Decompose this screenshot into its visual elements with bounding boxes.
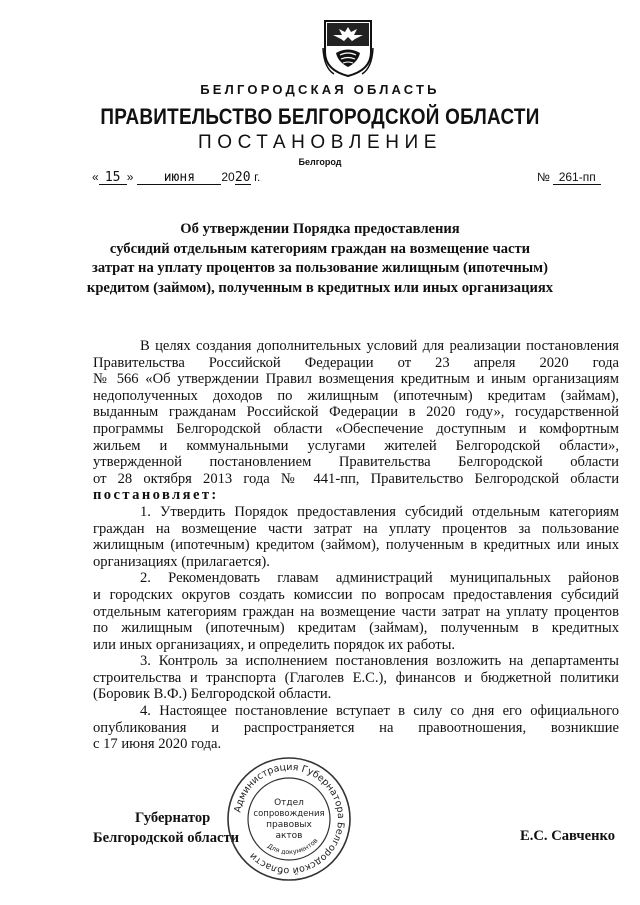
body-line: или иных организациях, и определить порядок их работы. xyxy=(93,636,456,653)
title-line: кредитом (займом), полученным в кредитных или иных организациях xyxy=(86,279,554,296)
body-line: 3. Контроль за исполнением постановления возложить на департаменты xyxy=(140,653,619,670)
stamp-inner-ring xyxy=(248,778,330,860)
body-line: по жилищным (ипотечным) кредитам (займам), полученным в кредитных xyxy=(93,620,619,637)
title-line: затрат на уплату процентов за пользование жилищным (ипотечным) xyxy=(92,260,548,276)
body-line: (Боровик В.Ф.) Белгородской области. xyxy=(93,686,332,703)
government-heading: ПРАВИТЕЛЬСТВО БЕЛГОРОДСКОЙ ОБЛАСТИ xyxy=(100,104,540,129)
signatory-name: Е.С. Савченко xyxy=(520,828,616,844)
stamp-bottom-text: Для документов xyxy=(265,836,320,857)
stamp-center-line: Отдел xyxy=(274,798,304,808)
position-line: Белгородской области xyxy=(93,830,240,846)
title-line: Об утверждении Порядка предоставления xyxy=(180,221,460,237)
stamp-center-line: сопровождения xyxy=(253,809,325,819)
document-date: « 15 » июня 2020 г. xyxy=(92,170,261,185)
number-value: 261-пп xyxy=(553,171,601,185)
decree-word: постановляет: xyxy=(93,487,219,504)
item-paragraph-3 xyxy=(93,653,619,703)
body-line: и городских округов создать комиссии по вопросам предоставления субсидий xyxy=(93,586,619,603)
item-paragraph-4 xyxy=(93,703,619,753)
body-line: Правительства Российской Федерации от 23 апреля 2020 года xyxy=(93,354,619,371)
body-line: В целях создания дополнительных условий для реализации постановления xyxy=(140,338,619,354)
body-line: программы Белгородской области «Обеспечение доступным и комфортным xyxy=(93,420,619,437)
document-title xyxy=(80,220,560,298)
body-line: опубликования и распространяется на правоотношения, возникшие xyxy=(93,719,619,736)
stamp-outer-ring xyxy=(228,758,350,880)
official-stamp xyxy=(225,755,353,883)
body-line: выданным гражданам Российской Федерации в 2020 году», государственной xyxy=(93,404,619,421)
body-line: строительства и транспорта (Глаголев Е.С.), финансов и бюджетной политики xyxy=(93,669,619,686)
body-line: утвержденной постановлением Правительства Белгородской области xyxy=(93,454,619,471)
item-paragraph-1 xyxy=(93,504,619,570)
body-line: граждан на возмещение части затрат на уплату процентов за пользование xyxy=(93,520,619,537)
title-line: субсидий отдельным категориям граждан на возмещение части xyxy=(109,240,531,257)
intro-paragraph xyxy=(93,338,619,504)
position-line: Губернатор xyxy=(135,810,211,826)
date-day: 15 xyxy=(99,171,127,185)
date-month: июня xyxy=(137,171,221,185)
date-year-mark: г. xyxy=(254,170,261,184)
body-line: с 17 июня 2020 года. xyxy=(93,736,222,753)
coat-of-arms-icon xyxy=(322,18,374,78)
body-line: недополученных доходов по жилищным (ипотечным) кредитам (займам), xyxy=(93,387,619,404)
item-paragraph-2 xyxy=(93,570,619,653)
date-year-prefix: 20 xyxy=(221,170,235,184)
signatory-position xyxy=(93,808,239,848)
document-type-heading: ПОСТАНОВЛЕНИЕ xyxy=(197,132,443,153)
body-line: 2. Рекомендовать главам администраций муниципальных районов xyxy=(140,570,619,587)
stamp-center-line: актов xyxy=(275,831,303,841)
number-sign: № xyxy=(537,170,550,184)
body-line: 1. Утвердить Порядок предоставления субсидий отдельным категориям xyxy=(140,503,619,520)
body-line: жилищным (ипотечным) кредитом (займом), полученным в кредитных или иных xyxy=(93,537,619,554)
body-line: № 566 «Об утверждении Правил возмещения кредитным и иным организациям xyxy=(93,371,619,388)
body-line: 4. Настоящее постановление вступает в силу со дня его официального xyxy=(140,703,619,720)
document-body xyxy=(93,338,619,753)
region-heading: БЕЛГОРОДСКАЯ ОБЛАСТЬ xyxy=(200,82,440,97)
body-line: жильем и коммунальными услугами жителей Белгородской области», xyxy=(93,437,619,454)
body-line: от 28 октября 2013 года № 441-пп, Правительство Белгородской области xyxy=(93,470,619,487)
city-label: Белгород xyxy=(298,157,342,167)
document-number xyxy=(537,170,601,185)
body-line: отдельным категориям граждан на возмещение части затрат на уплату процентов xyxy=(93,603,619,620)
stamp-ring-text: Администрация Губернатора Белгородской области xyxy=(232,761,347,877)
date-year-suffix: 20 xyxy=(234,170,251,185)
stamp-center-line: правовых xyxy=(266,820,312,830)
body-line: организациях (прилагается). xyxy=(93,553,270,570)
